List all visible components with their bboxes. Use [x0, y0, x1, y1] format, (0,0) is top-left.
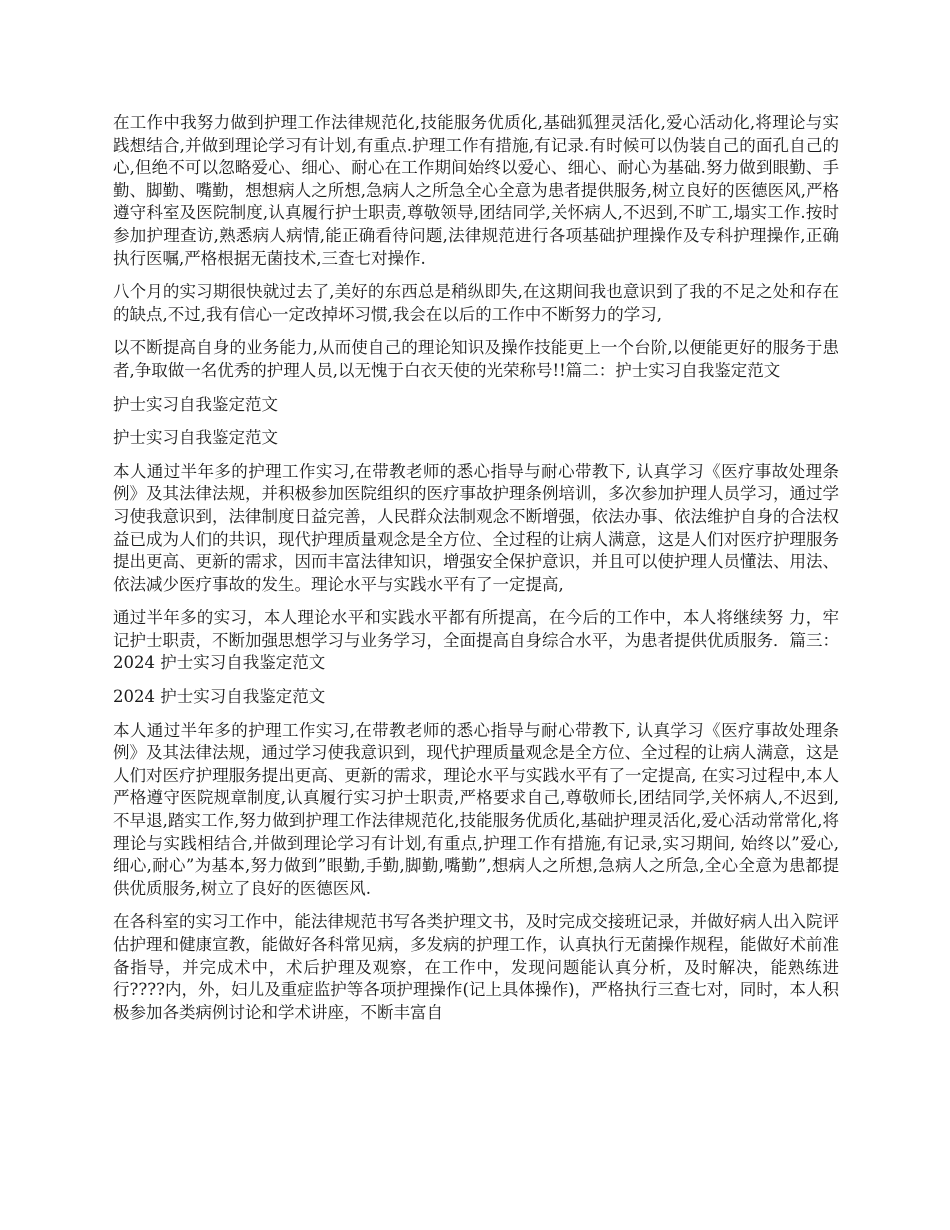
paragraph-10: 在各科室的实习工作中，能法律规范书写各类护理文书，及时完成交接班记录，并做好病人出入院评估护理和健康宣教，能做好各科常见病，多发病的护理工作，认真执行无菌操作规程，能做好术前准备指导，并完成术中，术后护理及观察，在工作中，发现问题能认真分析，及时解决，能熟练进行????内，外，妇儿及重症监护等各项护理操作(记上具体操作)，严格执行三查七对，同时，本人积极参加各类病例讨论和学术讲座，不断丰富自	[113, 912, 839, 1022]
document-page	[113, 112, 839, 1035]
section-heading: 护士实习自我鉴定范文	[113, 394, 278, 414]
paragraph-6: 本人通过半年多的护理工作实习,在带教老师的悉心指导与耐心带教下, 认真学习《医疗事故处理条例》及其法律法规，并积极参加医院组织的医疗事故护理条例培训，多次参加护理人员学习，通过学习使我意识到，法律制度日益完善，人民群众法制观念不断增强，依法办事、依法维护自身的合法权益已成为人们的共识，现代护理质量观念是全方位、全过程的让病人满意，这是人们对医疗护理服务提出更高、更新的需求，因而丰富法律知识，增强安全保护意识，并且可以使护理人员懂法、用法、依法减少医疗事故的发生。理论水平与实践水平有了一定提高,	[113, 461, 839, 594]
paragraph-3: 以不断提高自身的业务能力,从而使自己的理论知识及操作技能更上一个台阶,以便能更好的服务于患者,争取做一名优秀的护理人员,以无愧于白衣天使的光荣称号!!篇二：护士实习自我鉴定范文	[113, 338, 839, 380]
paragraph-2: 八个月的实习期很快就过去了,美好的东西总是稍纵即失,在这期间我也意识到了我的不足之处和存在的缺点,不过,我有信心一定改掉坏习惯,我会在以后的工作中不断努力的学习,	[113, 282, 839, 324]
paragraph-9: 本人通过半年多的护理工作实习,在带教老师的悉心指导与耐心带教下, 认真学习《医疗事故处理条例》及其法律法规，通过学习使我意识到，现代护理质量观念是全方位、全过程的让病人满意，这是人们对医疗护理服务提出更高、更新的需求，理论水平与实践水平有了一定提高, 在实习过程中,本人严格遵守医院规章制度,认真履行实习护士职责,严格要求自己,尊敬师长,团结同学,关怀病人,不迟到,不早退,踏实工作,努力做到护理工作法律规范化,技能服务优质化,基础护理灵活化,爱心活动常常化,将理论与实践相结合,并做到理论学习有计划,有重点,护理工作有措施,有记录,实习期间, 始终以”爱心,细心,耐心”为基本,努力做到”眼勤,手勤,脚勤,嘴勤”,想病人之所想,急病人之所急,全心全意为患都提供优质服务,树立了良好的医德医风.	[113, 720, 839, 898]
paragraph-7: 通过半年多的实习，本人理论水平和实践水平都有所提高，在今后的工作中，本人将继续努 力，牢记护士职责，不断加强思想学习与业务学习，全面提高自身综合水平，为患者提供优质服务．篇三：2024 护士实习自我鉴定范文	[113, 608, 839, 673]
section-heading: 2024 护士实习自我鉴定范文	[113, 687, 326, 707]
paragraph-1: 在工作中我努力做到护理工作法律规范化,技能服务优质化,基础狐狸灵活化,爱心活动化,将理论与实践想结合,并做到理论学习有计划,有重点.护理工作有措施,有记录.有时候可以伪装自己的面孔自己的心,但绝不可以忽略爱心、细心、耐心在工作期间始终以爱心、细心、耐心为基础.努力做到眼勤、手勤、脚勤、嘴勤，想想病人之所想,急病人之所急全心全意为患者提供服务,树立良好的医德医风,严格遵守科室及医院制度,认真履行护士职责,尊敬领导,团结同学,关怀病人,不迟到,不旷工,塌实工作.按时参加护理查访,熟悉病人病情,能正确看待问题,法律规范进行各项基础护理操作及专科护理操作,正确执行医嘱,严格根据无菌技术,三查七对操作.	[113, 113, 839, 268]
section-heading: 护士实习自我鉴定范文	[113, 428, 278, 448]
